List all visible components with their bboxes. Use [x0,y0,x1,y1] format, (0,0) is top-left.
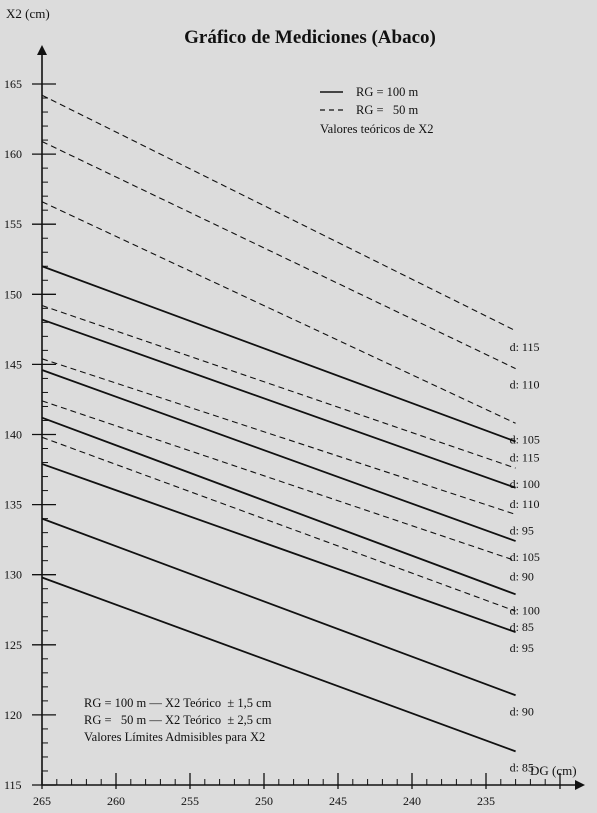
y-tick-label: 145 [4,357,22,372]
x-tick-label: 240 [403,794,421,808]
x-tick-label: 260 [107,794,125,808]
series-label-solid-105: d: 105 [509,550,540,565]
series-label-dashed-105: d: 105 [509,432,540,447]
series-label-dashed-100: d: 100 [509,477,540,492]
y-tick-label: 165 [4,77,22,91]
series-label-solid-85: d: 85 [509,760,534,775]
series-label-solid-95: d: 95 [509,641,534,656]
y-tick-label: 150 [4,287,22,302]
series-label-dashed-90: d: 90 [509,569,534,584]
y-tick-label: 115 [4,778,22,792]
series-label-solid-110: d: 110 [509,496,540,511]
y-tick-label: 160 [4,147,22,162]
x-axis-label: DG (cm) [530,763,577,778]
admissible-note-line-2: RG = 50 m — X2 Teórico ± 2,5 cm [84,713,272,727]
y-tick-label: 140 [4,427,22,442]
admissible-note [84,696,272,744]
x-tick-label: 235 [477,794,495,808]
x-tick-label: 245 [329,794,347,808]
series-label-solid-115: d: 115 [509,450,540,465]
y-tick-label: 135 [4,497,22,512]
admissible-note-line-3: Valores Límites Admisibles para X2 [84,730,266,744]
x-tick-label: 265 [33,794,51,808]
y-tick-label: 155 [4,217,22,232]
y-tick-label: 130 [4,567,22,582]
series-label-dashed-115: d: 115 [509,339,540,354]
series-label-dashed-95: d: 95 [509,523,534,538]
series-label-dashed-110: d: 110 [509,377,540,392]
chart-title: Gráfico de Mediciones (Abaco) [184,27,436,48]
y-tick-label: 120 [4,707,22,722]
x-tick-label: 255 [181,794,199,808]
y-tick-label: 125 [4,637,22,652]
series-label-solid-100: d: 100 [509,603,540,618]
legend-subtitle: Valores teóricos de X2 [320,122,434,136]
series-label-dashed-85: d: 85 [509,620,534,635]
legend-dashed-label: RG = 50 m [356,103,419,117]
y-axis-label: X2 (cm) [6,6,50,21]
x-tick-label: 250 [255,794,273,808]
admissible-note-line-1: RG = 100 m — X2 Teórico ± 1,5 cm [84,696,272,710]
series-label-solid-90: d: 90 [509,704,534,719]
legend-solid-label: RG = 100 m [356,85,419,99]
